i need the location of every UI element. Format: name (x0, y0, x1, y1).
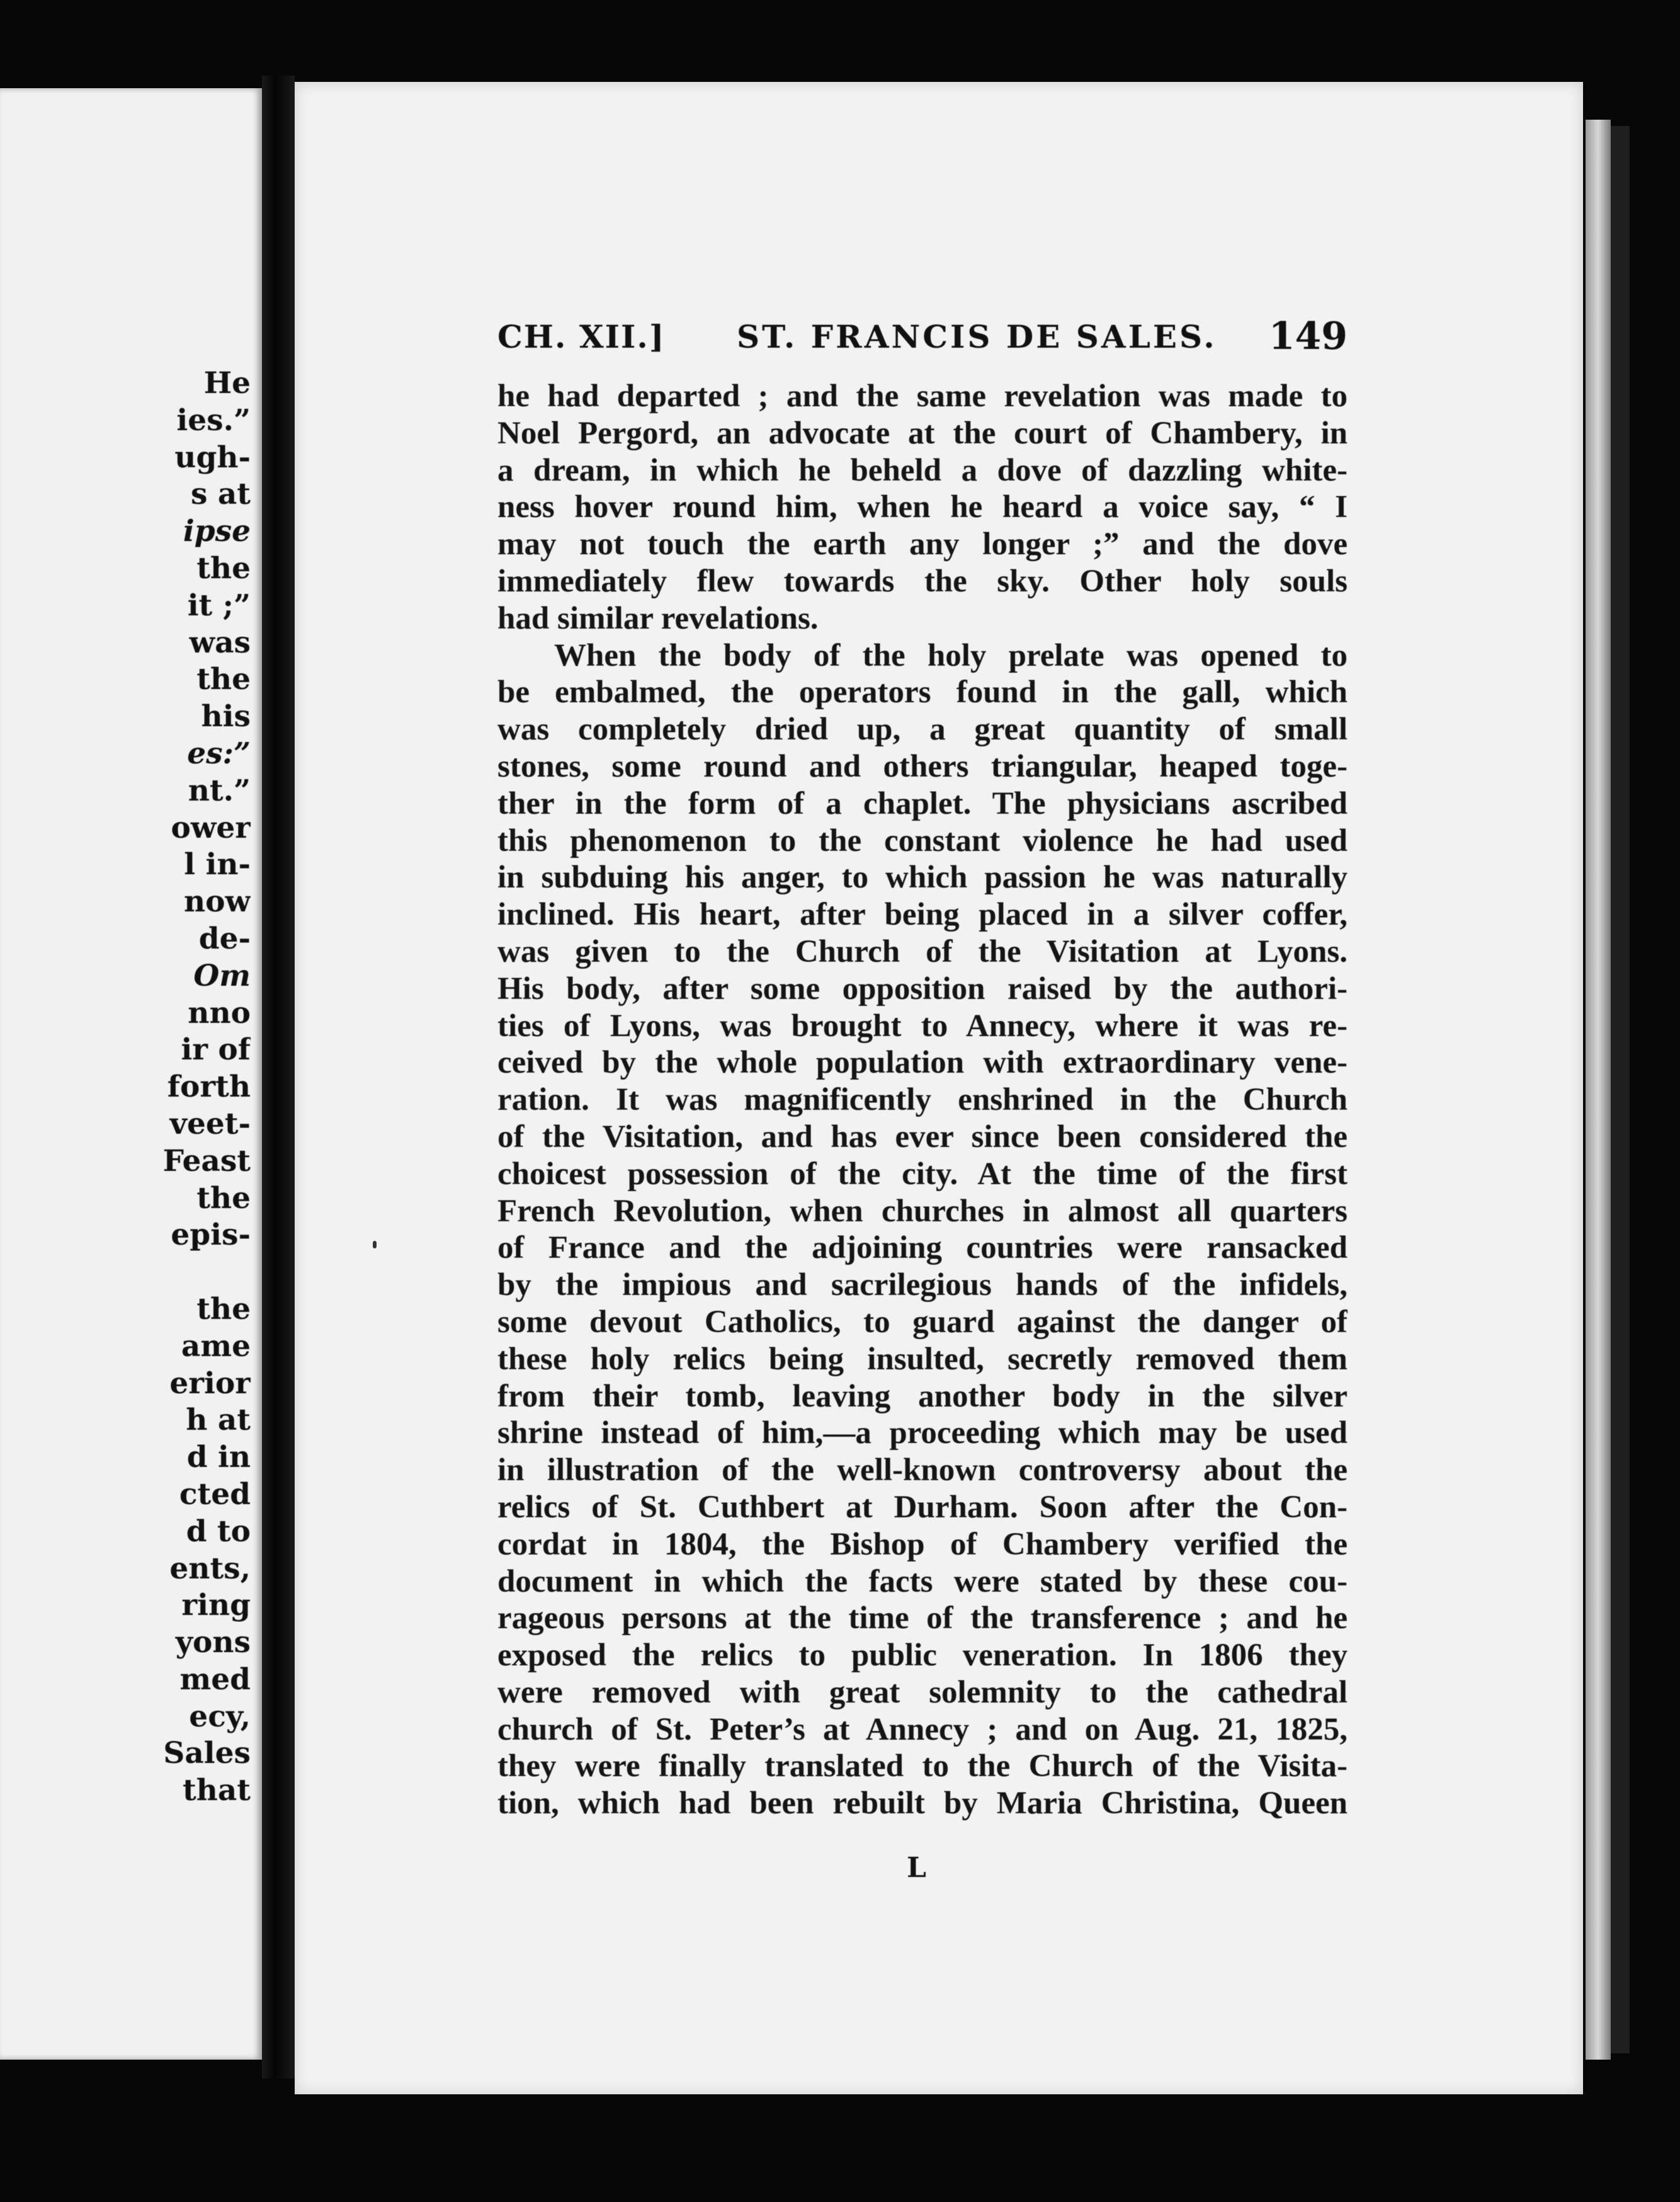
left-fragment: med (179, 1662, 251, 1697)
running-title: ST. FRANCIS DE SALES. (737, 318, 1217, 355)
left-page-text-fragments (118, 365, 251, 1810)
left-fragment: it ;” (187, 588, 251, 623)
text-line: they were finally translated to the Church of the Visita- (497, 1748, 1348, 1784)
text-line: in illustration of the well-known controversy about the (497, 1452, 1348, 1488)
left-fragment: He (203, 366, 251, 401)
signature-mark: L (907, 1852, 926, 1884)
left-fragment: de- (198, 921, 251, 956)
left-fragment: l in- (184, 847, 251, 882)
text-line: he had departed ; and the same revelation was made to (497, 379, 1348, 414)
text-line: in subduing his anger, to which passion he was naturally (497, 860, 1348, 896)
book-gutter (262, 76, 295, 2079)
text-line: was completely dried up, a great quantity of small (497, 712, 1348, 748)
cover-edge (1611, 126, 1630, 2053)
text-line: ceived by the whole population with extraordinary vene- (497, 1045, 1348, 1081)
text-line: choicest possession of the city. At the time of the first (497, 1156, 1348, 1192)
left-facing-page (0, 88, 262, 2060)
text-line: Noel Pergord, an advocate at the court of Chambery, in (497, 415, 1348, 451)
left-fragment: ents, (169, 1551, 251, 1586)
left-fragment: the (196, 662, 251, 697)
page-number: 149 (1268, 314, 1348, 358)
text-line: shrine instead of him,—a proceeding which may be used (497, 1415, 1348, 1451)
left-fragment: yons (175, 1625, 251, 1660)
left-fragment: the (196, 550, 251, 586)
left-fragment: ipse (183, 514, 251, 549)
body-text (497, 378, 1348, 1822)
left-fragment: Sales (163, 1736, 251, 1771)
left-fragment: ame (181, 1328, 251, 1364)
left-fragment: veet- (169, 1106, 251, 1141)
text-line: ther in the form of a chaplet. The physicians ascribed (497, 785, 1348, 821)
left-fragment: Feast (162, 1143, 251, 1178)
text-line: tion, which had been rebuilt by Maria Christina, Queen (497, 1786, 1348, 1822)
text-line: from their tomb, leaving another body in the silver (497, 1378, 1348, 1414)
text-line: had similar revelations. (497, 600, 819, 636)
left-fragment: that (182, 1773, 251, 1808)
left-fragment: ir of (181, 1032, 251, 1068)
text-line: be embalmed, the operators found in the gall, which (497, 675, 1348, 710)
left-fragment: nno (188, 995, 251, 1030)
text-line: of the Visitation, and has ever since been considered the (497, 1119, 1348, 1155)
text-line: of France and the adjoining countries were ransacked (497, 1230, 1348, 1266)
text-line: church of St. Peter’s at Annecy ; and on Aug. 21, 1825, (497, 1711, 1348, 1747)
text-line: French Revolution, when churches in almost all quarters (497, 1193, 1348, 1229)
left-fragment: ugh- (174, 440, 251, 475)
ink-speck (373, 1241, 377, 1248)
text-line: ties of Lyons, was brought to Annecy, where it was re- (497, 1008, 1348, 1044)
left-fragment: Om (193, 958, 251, 993)
left-fragment: d to (186, 1514, 251, 1549)
text-line: these holy relics being insulted, secretly removed them (497, 1341, 1348, 1377)
left-fragment (118, 1254, 251, 1291)
left-fragment: erior (169, 1366, 251, 1401)
left-fragment: now (184, 884, 251, 920)
left-fragment: s at (191, 477, 251, 512)
left-fragment: was (189, 625, 251, 660)
text-line: stones, some round and others triangular, heaped toge- (497, 748, 1348, 784)
text-line: relics of St. Cuthbert at Durham. Soon after the Con- (497, 1489, 1348, 1525)
text-line: rageous persons at the time of the transference ; and he (497, 1600, 1348, 1636)
text-line: immediately flew towards the sky. Other holy souls (497, 563, 1348, 599)
left-fragment: ecy, (189, 1699, 251, 1734)
text-line: His body, after some opposition raised by the authori- (497, 971, 1348, 1007)
text-line: cordat in 1804, the Bishop of Chambery verified the (497, 1526, 1348, 1562)
left-fragment: h at (186, 1403, 251, 1438)
left-fragment: his (201, 699, 251, 734)
left-fragment: cted (179, 1476, 251, 1512)
left-fragment: ower (171, 810, 251, 845)
text-line: were removed with great solemnity to the cathedral (497, 1674, 1348, 1710)
text-line: was given to the Church of the Visitation at Lyons. (497, 933, 1348, 969)
left-fragment: d in (186, 1440, 251, 1475)
text-line: some devout Catholics, to guard against the danger of (497, 1304, 1348, 1340)
left-fragment: ies.” (176, 402, 251, 438)
left-fragment: the (196, 1291, 251, 1326)
left-fragment: the (196, 1180, 251, 1216)
text-line: exposed the relics to public veneration. In 1806 they (497, 1638, 1348, 1674)
page-edge-stack (1586, 120, 1611, 2060)
text-line: document in which the facts were stated by these cou- (497, 1563, 1348, 1599)
paragraph-first-line: When the body of the holy prelate was opened to (554, 637, 1348, 673)
left-fragment: ring (181, 1588, 251, 1623)
text-line: inclined. His heart, after being placed in a silver coffer, (497, 897, 1348, 933)
left-fragment: forth (167, 1070, 251, 1105)
text-line: ration. It was magnificently enshrined in the Church (497, 1082, 1348, 1118)
text-line: may not touch the earth any longer ;” and the dove (497, 527, 1348, 562)
left-fragment: epis- (171, 1218, 251, 1253)
left-fragment: nt.” (188, 773, 251, 808)
text-line: by the impious and sacrilegious hands of the infidels, (497, 1267, 1348, 1303)
running-header (497, 314, 1348, 362)
text-line: ness hover round him, when he heard a voice say, “ I (497, 489, 1348, 525)
left-fragment: es:” (187, 736, 251, 771)
chapter-reference: CH. XII.] (497, 318, 666, 355)
text-line: this phenomenon to the constant violence he had used (497, 823, 1348, 859)
text-line: a dream, in which he beheld a dove of dazzling white- (497, 452, 1348, 488)
